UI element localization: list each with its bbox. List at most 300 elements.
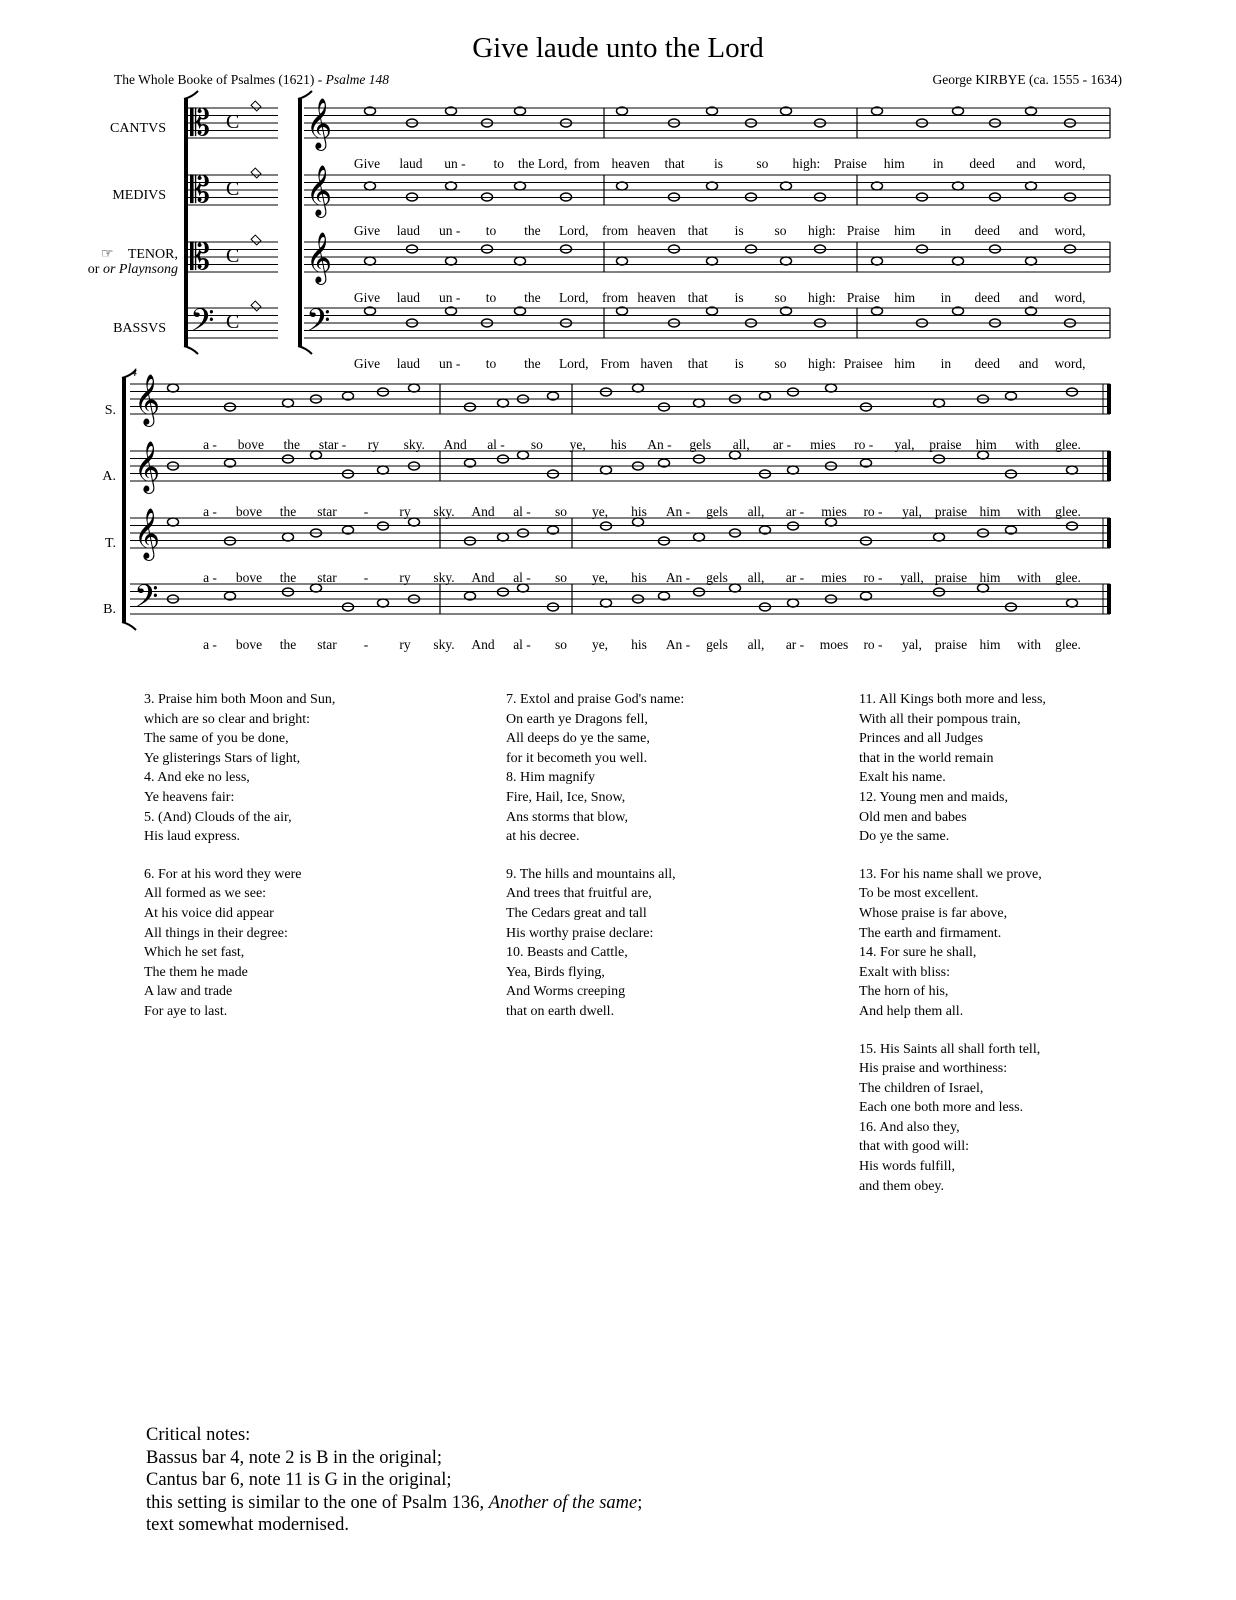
lyric-syllable: Give (353, 356, 381, 371)
verse-line: Exalt his name. (859, 770, 946, 786)
lyric-syllable: a - (203, 437, 217, 452)
lyric-syllable: gels (706, 570, 728, 585)
time-signature-c-icon: C (226, 111, 240, 133)
lyric-syllable: word, (1054, 223, 1086, 238)
note-head-icon (633, 518, 644, 526)
critical-note-text: this setting is similar to the one of Psalm 136, (146, 1492, 489, 1513)
note-head-icon (617, 182, 628, 190)
lyric-syllable: so (774, 223, 787, 238)
lyric-syllable: him (894, 356, 916, 371)
lyric-syllable: Lord, (558, 356, 589, 371)
verse-line: that in the world remain (859, 750, 994, 766)
critical-note: Bassus bar 4, note 2 is B in the original; (146, 1447, 442, 1468)
verse-block (144, 690, 335, 847)
verse-line: Do ye the same. (859, 829, 950, 845)
note-head-icon (365, 182, 376, 190)
verse-line: Fire, Hail, Ice, Snow, (506, 789, 626, 805)
verse-line: that on earth dwell. (506, 1003, 615, 1019)
lyric-syllable: word, (1054, 290, 1086, 305)
treble-clef-icon: 𝄞 (306, 233, 333, 282)
verse-line: Ye heavens fair: (144, 789, 235, 805)
note-head-icon (498, 399, 509, 407)
lyric-syllable: ro - (854, 437, 874, 452)
lyric-syllable: An - (647, 437, 672, 452)
music-score (0, 0, 1236, 670)
note-head-icon (826, 384, 837, 392)
lyric-syllable: un - (439, 223, 461, 238)
lyric-syllable: heaven (637, 290, 676, 305)
verse-line: The same of you be done, (144, 731, 289, 747)
lyric-syllable: ye, (591, 570, 609, 585)
bracket-hook (122, 622, 136, 630)
hand-pointer-icon: ☞ (101, 247, 114, 262)
critical-notes-heading: Critical notes: (146, 1425, 251, 1445)
verse-line: The Cedars great and tall (506, 905, 647, 921)
lyric-syllable: bove (237, 437, 264, 452)
note-head-icon (311, 584, 322, 592)
lyric-syllable: Praise (846, 223, 880, 238)
verse-line: 16. And also they, (859, 1119, 960, 1135)
lyric-syllable: a - (203, 570, 217, 585)
verse-line: 3. Praise him both Moon and Sun, (144, 692, 336, 707)
time-signature-c-icon: C (226, 311, 240, 333)
lyric-syllable: Give (353, 156, 381, 171)
lyric-syllable: ye, (569, 437, 586, 452)
lyric-syllable: laud (396, 356, 420, 371)
lyric-syllable: and (1018, 223, 1039, 238)
verse-line: And help them all. (859, 1003, 964, 1019)
lyric-syllable: that (687, 223, 708, 238)
lyric-syllable: in (940, 290, 952, 305)
bracket-hook (184, 346, 198, 354)
lyric-syllable: high: (792, 156, 821, 171)
treble-clef-icon: 𝄞 (134, 375, 161, 424)
note-head-icon (168, 518, 179, 526)
lyric-syllable: sky. (403, 437, 425, 452)
verse-line: His laud express. (144, 829, 241, 845)
lyric-syllable: - (363, 570, 369, 585)
note-head-icon (283, 399, 294, 407)
note-head-icon (978, 451, 989, 459)
treble-clef-icon: 𝄞 (306, 99, 333, 148)
score-drawing (122, 91, 1110, 652)
note-head-icon (409, 384, 420, 392)
lyric-syllable: yal, (902, 504, 922, 519)
verse-line: 15. His Saints all shall forth tell, (859, 1041, 1041, 1057)
verse-line: that with good will: (859, 1139, 970, 1155)
verse-line: At his voice did appear (144, 905, 274, 921)
note-head-icon (707, 257, 718, 265)
verse-line: 12. Young men and maids, (859, 789, 1008, 805)
part-label-medius: MEDIVS (112, 188, 166, 203)
lyric-syllable: bove (235, 504, 263, 519)
verse-line: The children of Israel, (859, 1080, 984, 1096)
lyric-syllable: with (1016, 637, 1042, 652)
note-head-icon (409, 518, 420, 526)
lyric-syllable: And (471, 504, 495, 519)
verse-line: 10. Beasts and Cattle, (506, 945, 628, 961)
lyric-syllable: that (664, 156, 685, 171)
lyric-syllable: is (734, 356, 744, 371)
lyric-syllable: deed (974, 223, 1001, 238)
verse-line: Exalt with bliss: (859, 964, 950, 980)
note-head-icon (601, 466, 612, 474)
lyric-syllable: his (610, 437, 627, 452)
note-head-icon (515, 257, 526, 265)
incipit-note-icon (251, 235, 261, 245)
verse-line: The horn of his, (859, 984, 949, 1000)
lyric-syllable: the (279, 570, 297, 585)
verse-block (859, 690, 1046, 847)
lyric-syllable: sky. (433, 570, 455, 585)
verse-line: 5. (And) Clouds of the air, (144, 809, 292, 825)
lyric-syllable: a - (203, 504, 217, 519)
note-head-icon (707, 182, 718, 190)
verse-line: For aye to last. (144, 1003, 228, 1019)
lyric-syllable: sky. (433, 504, 455, 519)
lyric-syllable: And (443, 437, 467, 452)
lyric-syllable: ry (399, 504, 411, 519)
note-head-icon (498, 533, 509, 541)
lyric-syllable: him (979, 570, 1001, 585)
composer: George KIRBYE (ca. 1555 - 1634) (932, 72, 1122, 87)
part-label-a: A. (102, 469, 116, 484)
lyric-syllable: praise (934, 504, 968, 519)
note-head-icon (617, 257, 628, 265)
lyric-syllable: haven (640, 356, 673, 371)
verse-line: Yea, Birds flying, (506, 964, 605, 980)
lyric-syllable: that (687, 290, 708, 305)
lyric-syllable: moes (819, 637, 849, 652)
lyric-syllable: Give (353, 290, 381, 305)
note-head-icon (633, 384, 644, 392)
source-psalm: Psalme 148 (325, 72, 389, 87)
lyric-syllable: ye, (591, 504, 609, 519)
lyric-syllable: the (524, 223, 541, 238)
lyric-syllable: so (554, 637, 568, 652)
bracket-hook (298, 346, 312, 354)
critical-note: text somewhat modernised. (146, 1515, 349, 1535)
verse-line: With all their pompous train, (859, 711, 1021, 727)
critical-note: Cantus bar 6, note 11 is G in the original; (146, 1470, 452, 1490)
lyric-syllable: him (894, 290, 916, 305)
lyric-syllable: laud (396, 290, 420, 305)
lyric-syllable: un - (439, 290, 461, 305)
lyric-syllable: ro - (863, 504, 883, 519)
lyric-syllable: Lord, (558, 223, 589, 238)
verse-line: On earth ye Dragons fell, (506, 711, 648, 727)
verse-line: 13. For his name shall we prove, (859, 866, 1042, 882)
note-head-icon (730, 451, 741, 459)
time-signature-c-icon: C (226, 245, 240, 267)
lyric-syllable: And (471, 637, 495, 652)
verse-line: His praise and worthiness: (859, 1061, 1008, 1077)
verse-line: 8. Him magnify (506, 770, 596, 786)
lyric-syllable: so (554, 504, 568, 519)
lyric-syllable: the (279, 637, 297, 652)
verse-line: 7. Extol and praise God's name: (506, 692, 685, 707)
source-prefix: The Whole Booke of Psalmes (1621) - (114, 72, 326, 87)
lyric-syllable: and (1018, 290, 1039, 305)
note-head-icon (781, 257, 792, 265)
note-head-icon (518, 584, 529, 592)
lyric-syllable: yal, (902, 637, 922, 652)
lyric-syllable: ry (399, 570, 411, 585)
lyric-syllable: a - (203, 637, 217, 652)
lyric-syllable: gels (706, 637, 728, 652)
lyric-syllable: laud (396, 223, 420, 238)
critical-notes (146, 1424, 642, 1537)
lyric-syllable: bove (235, 570, 263, 585)
lyric-syllable: to (485, 290, 497, 305)
lyric-syllable: so (554, 570, 568, 585)
lyric-syllable: praise (929, 437, 962, 452)
lyric-syllable: star (317, 637, 337, 652)
lyric-syllable: ar - (785, 570, 805, 585)
lyric-syllable: praise (934, 637, 968, 652)
lyric-syllable: from (601, 290, 629, 305)
verse-line: To be most excellent. (859, 886, 979, 902)
lyric-syllable: so (774, 356, 787, 371)
incipit-note-icon (251, 168, 261, 178)
verse-line: Ans storms that blow, (506, 809, 628, 825)
lyric-syllable: - (363, 504, 369, 519)
verse-line: Whose praise is far above, (859, 905, 1008, 921)
note-head-icon (518, 451, 529, 459)
verses-column-1 (144, 690, 335, 1022)
lyric-syllable: glee. (1055, 504, 1081, 519)
verse-line: Which he set fast, (144, 945, 245, 961)
lyric-syllable: high: (807, 356, 836, 371)
lyric-syllable: mies (810, 437, 836, 452)
lyric-syllable: sky. (433, 637, 455, 652)
part-label-cantus: CANTVS (109, 121, 166, 136)
lyric-syllable: ye, (591, 637, 609, 652)
note-head-icon (826, 518, 837, 526)
note-head-icon (378, 466, 389, 474)
note-head-icon (694, 533, 705, 541)
treble-clef-icon: 𝄞 (134, 509, 161, 558)
note-head-icon (872, 182, 883, 190)
lyric-syllable: all, (747, 504, 765, 519)
verse-line: Princes and all Judges (859, 731, 984, 747)
verse-line: A law and trade (144, 984, 233, 1000)
lyric-syllable: him (883, 156, 905, 171)
verse-line: His words fulfill, (859, 1159, 956, 1175)
lyric-syllable: Praisee (843, 356, 883, 371)
lyric-syllable: from (573, 156, 600, 171)
lyric-syllable: is (713, 156, 724, 171)
lyric-syllable: al - (487, 437, 505, 452)
lyric-syllable: to (493, 156, 505, 171)
lyric-syllable: glee. (1055, 570, 1081, 585)
part-label-tenor-playnsong: or Playnsong (102, 262, 178, 277)
verse-line: The earth and firmament. (859, 925, 1002, 941)
lyric-syllable: mies (821, 504, 847, 519)
part-label-b: B. (103, 602, 116, 617)
lyric-syllable: al - (513, 637, 531, 652)
lyric-syllable: that (687, 356, 708, 371)
verse-line: Each one both more and less. (859, 1100, 1024, 1116)
note-head-icon (730, 584, 741, 592)
lyric-syllable: yall, (900, 570, 924, 585)
lyric-syllable: his (631, 504, 647, 519)
lyric-syllable: him (975, 437, 997, 452)
system1-part-labels (88, 121, 178, 336)
lyric-syllable: An - (665, 570, 691, 585)
verse-line: at his decree. (506, 829, 580, 845)
verse-line: Ye glisterings Stars of light, (144, 750, 301, 766)
lyric-syllable: ar - (772, 437, 792, 452)
lyric-syllable: Give (353, 223, 381, 238)
lyric-syllable: deed (974, 356, 1001, 371)
note-head-icon (788, 466, 799, 474)
lyric-syllable: heaven (637, 223, 676, 238)
c-clef-icon: 𝄡 (190, 237, 211, 277)
verse-line: 11. All Kings both more and less, (859, 692, 1046, 707)
lyric-syllable: the (279, 504, 297, 519)
lyric-syllable: high: (807, 290, 836, 305)
lyric-syllable: Praise (846, 290, 880, 305)
lyric-syllable: ry (399, 637, 411, 652)
note-head-icon (1067, 466, 1078, 474)
lyric-syllable: and (1018, 356, 1039, 371)
lyric-syllable: and (1016, 156, 1036, 171)
note-head-icon (311, 451, 322, 459)
page-title: Give laude unto the Lord (472, 32, 764, 64)
c-clef-icon: 𝄡 (190, 103, 211, 143)
critical-note (146, 1492, 642, 1515)
lyric-syllable: the (283, 437, 300, 452)
verse-line: And Worms creeping (506, 984, 626, 1000)
note-head-icon (978, 584, 989, 592)
lyric-syllable: bove (235, 637, 263, 652)
note-head-icon (953, 182, 964, 190)
bass-clef-icon: 𝄢 (134, 580, 159, 622)
bracket-hook (184, 91, 198, 99)
lyric-syllable: ro - (863, 570, 883, 585)
lyric-syllable: Lord, (558, 290, 589, 305)
lyric-syllable: un - (444, 156, 466, 171)
note-head-icon (781, 182, 792, 190)
lyric-syllable: all, (747, 637, 765, 652)
note-head-icon (934, 533, 945, 541)
lyric-syllable: And (471, 570, 495, 585)
note-head-icon (934, 399, 945, 407)
bass-clef-icon: 𝄢 (190, 304, 215, 346)
lyric-syllable: the (524, 356, 541, 371)
lyric-syllable: deed (969, 156, 995, 171)
lyric-syllable: mies (821, 570, 847, 585)
lyric-syllable: word, (1054, 356, 1086, 371)
note-head-icon (1067, 599, 1078, 607)
verse-line: and them obey. (859, 1178, 945, 1194)
verse-block (506, 865, 684, 1022)
part-label-s: S. (104, 403, 116, 418)
verse-block (506, 690, 684, 847)
lyric-syllable: Praise (833, 156, 867, 171)
lyric-syllable: deed (974, 290, 1001, 305)
lyric-syllable: so (756, 156, 769, 171)
incipit-note-icon (251, 101, 261, 111)
lyric-syllable: in (932, 156, 944, 171)
verse-line: for it becometh you well. (506, 750, 648, 766)
lyric-syllable: him (979, 504, 1001, 519)
part-label-tenor: TENOR, (127, 247, 178, 262)
lyric-syllable: high: (807, 223, 836, 238)
time-signature-c-icon: C (226, 178, 240, 200)
critical-note-text: ; (637, 1492, 643, 1513)
note-head-icon (1026, 257, 1037, 265)
lyric-syllable: laud (399, 156, 423, 171)
lyric-syllable: From (600, 356, 630, 371)
verse-line: His worthy praise declare: (506, 925, 654, 941)
part-label-tenor-sub: or or Playnsong (87, 262, 178, 277)
lyric-syllable: - (363, 637, 369, 652)
lyric-syllable: with (1015, 437, 1040, 452)
lyric-syllable: the Lord, (518, 156, 568, 171)
incipit-note-icon (251, 301, 261, 311)
verse-block (859, 1040, 1046, 1197)
verse-line: 4. And eke no less, (144, 770, 250, 786)
verse-line: Old men and babes (859, 809, 967, 825)
lyric-syllable: so (530, 437, 543, 452)
lyric-syllable: heaven (611, 156, 650, 171)
lyric-syllable: him (894, 223, 916, 238)
verse-block (144, 865, 335, 1022)
lyric-syllable: praise (934, 570, 968, 585)
verse-line: 14. For sure he shall, (859, 945, 977, 961)
lyric-syllable: un - (439, 356, 461, 371)
lyric-syllable: his (631, 570, 647, 585)
treble-clef-icon: 𝄞 (306, 166, 333, 215)
note-head-icon (283, 533, 294, 541)
lyric-syllable: to (485, 356, 497, 371)
lyric-syllable: so (774, 290, 787, 305)
lyric-syllable: in (940, 223, 952, 238)
part-label-bassus: BASSVS (113, 321, 166, 336)
c-clef-icon: 𝄡 (190, 170, 211, 210)
lyric-syllable: gels (706, 504, 728, 519)
bar-number: 4 (131, 365, 137, 379)
verse-line: And trees that fruitful are, (506, 886, 652, 902)
verse-line: All deeps do ye the same, (506, 731, 650, 747)
lyric-syllable: al - (513, 570, 531, 585)
critical-note-italic: Another of the same (488, 1492, 638, 1513)
note-head-icon (515, 182, 526, 190)
lyric-syllable: all, (747, 570, 765, 585)
lyric-syllable: word, (1054, 156, 1086, 171)
verses-column-3 (859, 690, 1046, 1196)
lyric-syllable: glee. (1055, 437, 1081, 452)
treble-clef-icon: 𝄞 (134, 442, 161, 491)
lyric-syllable: ro - (863, 637, 883, 652)
lyric-syllable: with (1016, 570, 1042, 585)
note-head-icon (953, 257, 964, 265)
verse-line: 9. The hills and mountains all, (506, 866, 676, 882)
verse-line: The them he made (144, 964, 248, 980)
lyric-syllable: An - (665, 637, 691, 652)
verse-line: which are so clear and bright: (144, 711, 310, 727)
lyric-syllable: all, (732, 437, 750, 452)
lyric-syllable: with (1016, 504, 1042, 519)
note-head-icon (872, 257, 883, 265)
bass-clef-icon: 𝄢 (306, 304, 331, 346)
note-head-icon (378, 599, 389, 607)
lyric-syllable: gels (689, 437, 712, 452)
lyric-syllable: yal, (894, 437, 915, 452)
part-label-t: T. (104, 536, 116, 551)
